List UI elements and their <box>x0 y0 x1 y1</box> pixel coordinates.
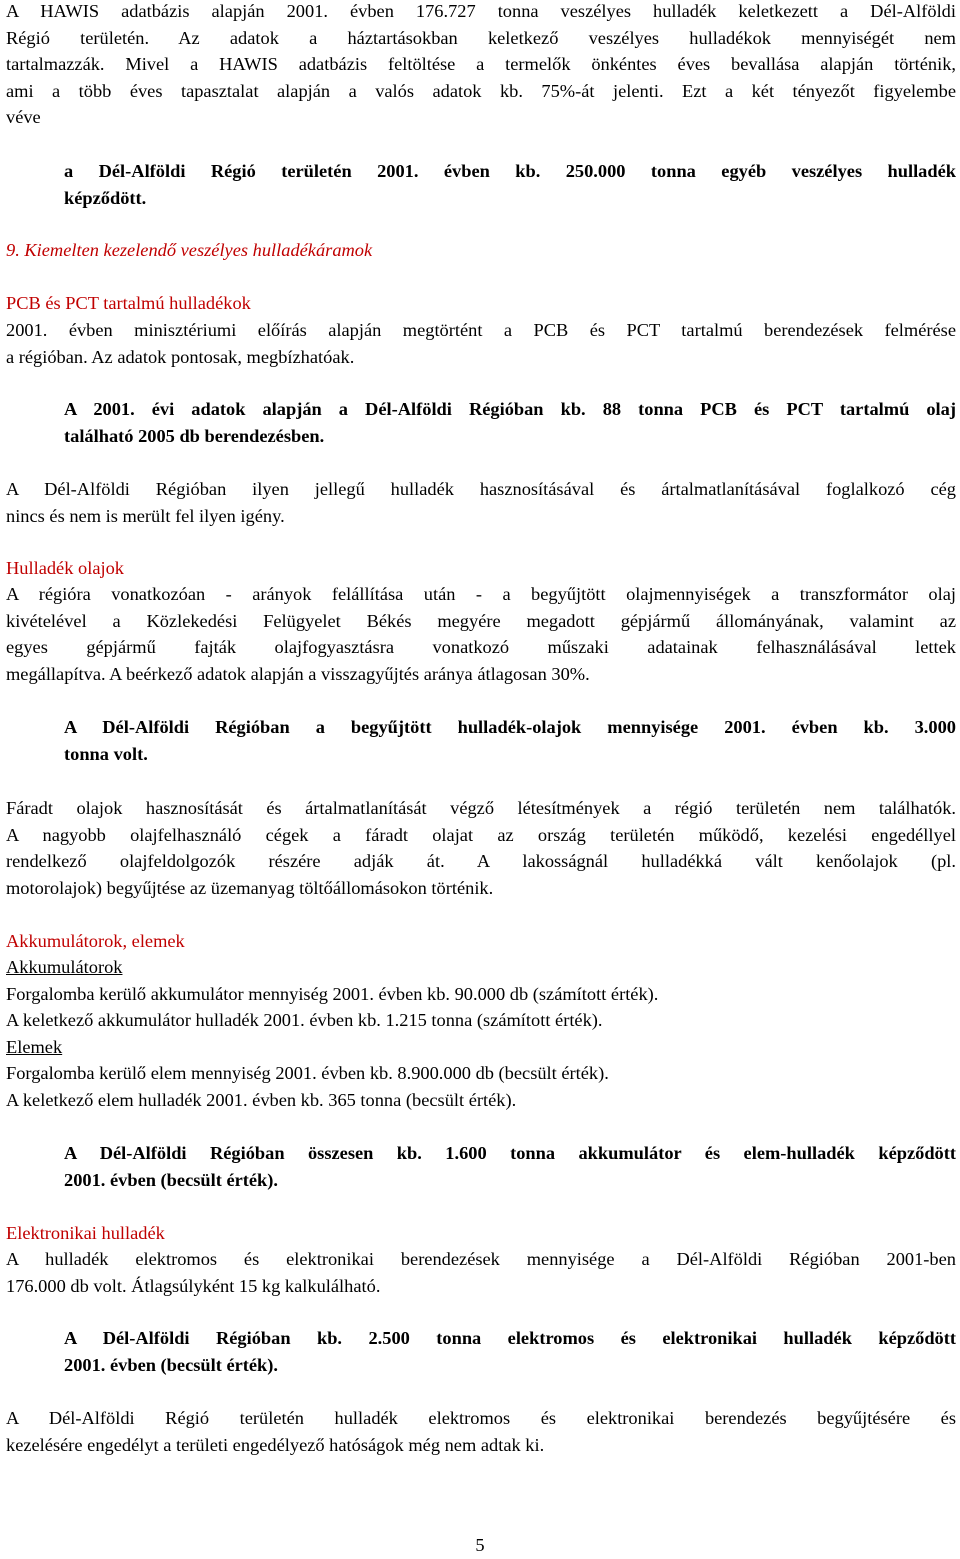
batteries-accumulators <box>6 954 956 1113</box>
text-line: tartalmazzák. Mivel a HAWIS adatbázis feltöltése a termelők önkéntes éves bevallása alapján történik, <box>6 54 956 74</box>
text-line: motorolajok) begyűjtése az üzemanyag töltőállomásokon történik. <box>6 877 494 898</box>
intro-paragraph <box>6 0 956 131</box>
oils-note <box>6 795 956 901</box>
batteries-highlight <box>64 1140 956 1193</box>
text-line: kivételével a Közlekedési Felügyelet Békés megyére megadott gépjármű állományának, valamint az <box>6 610 956 631</box>
text-line: kezelésére engedélyt a területi engedélyező hatóságok még nem adtak ki. <box>6 1434 545 1455</box>
text-line: A régióra vonatkozóan - arányok felállítása után - a begyűjtött olajmennyiségek a transzformátor olaj <box>6 584 956 604</box>
oils-highlight <box>64 714 956 767</box>
text-line: Forgalomba kerülő elem mennyiség 2001. évben kb. 8.900.000 db (becsült érték). <box>6 1063 609 1083</box>
text-line: A Dél-Alföldi Régióban ilyen jellegű hulladék hasznosításával és ártalmatlanításával foglalkozó cég <box>6 479 956 499</box>
pcb-paragraph <box>6 317 956 370</box>
pcb-highlight <box>64 396 956 449</box>
text-line: 2001. évben minisztériumi előírás alapján megtörtént a PCB és PCT tartalmú berendezések felmérése <box>6 320 956 340</box>
text-line: Fáradt olajok hasznosítását és ártalmatlanítását végző létesítmények a régió területén nem találhatók. <box>6 798 956 818</box>
text-line: nincs és nem is merült fel ilyen igény. <box>6 505 285 526</box>
oils-title: Hulladék olajok <box>6 558 124 578</box>
text-line: A 2001. évi adatok alapján a Dél-Alföldi Régióban kb. 88 tonna PCB és PCT tartalmú olaj <box>64 399 956 419</box>
electronic-highlight <box>64 1325 956 1378</box>
text-line: 2001. évben (becsült érték). <box>64 1354 279 1375</box>
page-number: 5 <box>475 1535 485 1555</box>
electronic-note <box>6 1405 956 1458</box>
text-line: A Dél-Alföldi Régióban a begyűjtött hulladék-olajok mennyisége 2001. évben kb. 3.000 <box>64 717 956 737</box>
text-line: 2001. évben (becsült érték). <box>64 1169 279 1190</box>
text-line: véve <box>6 107 41 127</box>
text-line: A keletkező akkumulátor hulladék 2001. évben kb. 1.215 tonna (számított érték). <box>6 1010 603 1030</box>
intro-highlight <box>64 158 956 211</box>
electronic-paragraph <box>6 1246 956 1299</box>
subheading-accumulators: Akkumulátorok <box>6 957 123 977</box>
text-line: a régióban. Az adatok pontosak, megbízhatóak. <box>6 346 355 367</box>
text-line: A nagyobb olajfelhasználó cégek a fáradt olajat az ország területén működő, kezelési engedéllyel <box>6 824 956 845</box>
pcb-title: PCB és PCT tartalmú hulladékok <box>6 293 251 313</box>
text-line: megállapítva. A beérkező adatok alapján a visszagyűjtés aránya átlagosan 30%. <box>6 663 590 684</box>
text-line: képződött. <box>64 187 147 208</box>
oils-paragraph <box>6 581 956 687</box>
text-line: A Dél-Alföldi Régióban összesen kb. 1.600 tonna akkumulátor és elem-hulladék képződött <box>64 1143 956 1163</box>
text-line: található 2005 db berendezésben. <box>64 425 325 446</box>
text-line: 176.000 db volt. Átlagsúlyként 15 kg kalkulálható. <box>6 1275 381 1296</box>
text-line: Forgalomba kerülő akkumulátor mennyiség 2001. évben kb. 90.000 db (számított érték). <box>6 983 659 1004</box>
electronic-title: Elektronikai hulladék <box>6 1223 165 1243</box>
pcb-note <box>6 476 956 529</box>
text-line: rendelkező olajfeldolgozók részére adják át. A lakosságnál hulladékká vált kenőolajok (pl. <box>6 851 956 871</box>
text-line: Régió területén. Az adatok a háztartásokban keletkező veszélyes hulladékok mennyiségét nem <box>6 27 956 48</box>
text-line: tonna volt. <box>64 743 148 764</box>
text-line: A HAWIS adatbázis alapján 2001. évben 176.727 tonna veszélyes hulladék keletkezett a Dél-Alföldi <box>6 1 956 21</box>
text-line: a Dél-Alföldi Régió területén 2001. évben kb. 250.000 tonna egyéb veszélyes hulladék <box>64 161 956 181</box>
subheading-cells: Elemek <box>6 1036 63 1057</box>
section-heading: 9. Kiemelten kezelendő veszélyes hulladékáramok <box>6 240 373 260</box>
text-line: ami a több éves tapasztalat alapján a valós adatok kb. 75%-át jelenti. Ezt a két tényezőt figyelembe <box>6 80 956 101</box>
text-line: A keletkező elem hulladék 2001. évben kb. 365 tonna (becsült érték). <box>6 1089 517 1110</box>
text-line: A Dél-Alföldi Régióban kb. 2.500 tonna elektromos és elektronikai hulladék képződött <box>64 1328 956 1348</box>
text-line: A Dél-Alföldi Régió területén hulladék elektromos és elektronikai berendezés begyűjtésére és <box>6 1408 956 1428</box>
text-line: egyes gépjármű fajták olajfogyasztásra vonatkozó műszaki adatainak felhasználásával lettek <box>6 637 956 657</box>
text-line: A hulladék elektromos és elektronikai berendezések mennyisége a Dél-Alföldi Régióban 2001-ben <box>6 1249 956 1269</box>
batteries-title: Akkumulátorok, elemek <box>6 931 185 951</box>
